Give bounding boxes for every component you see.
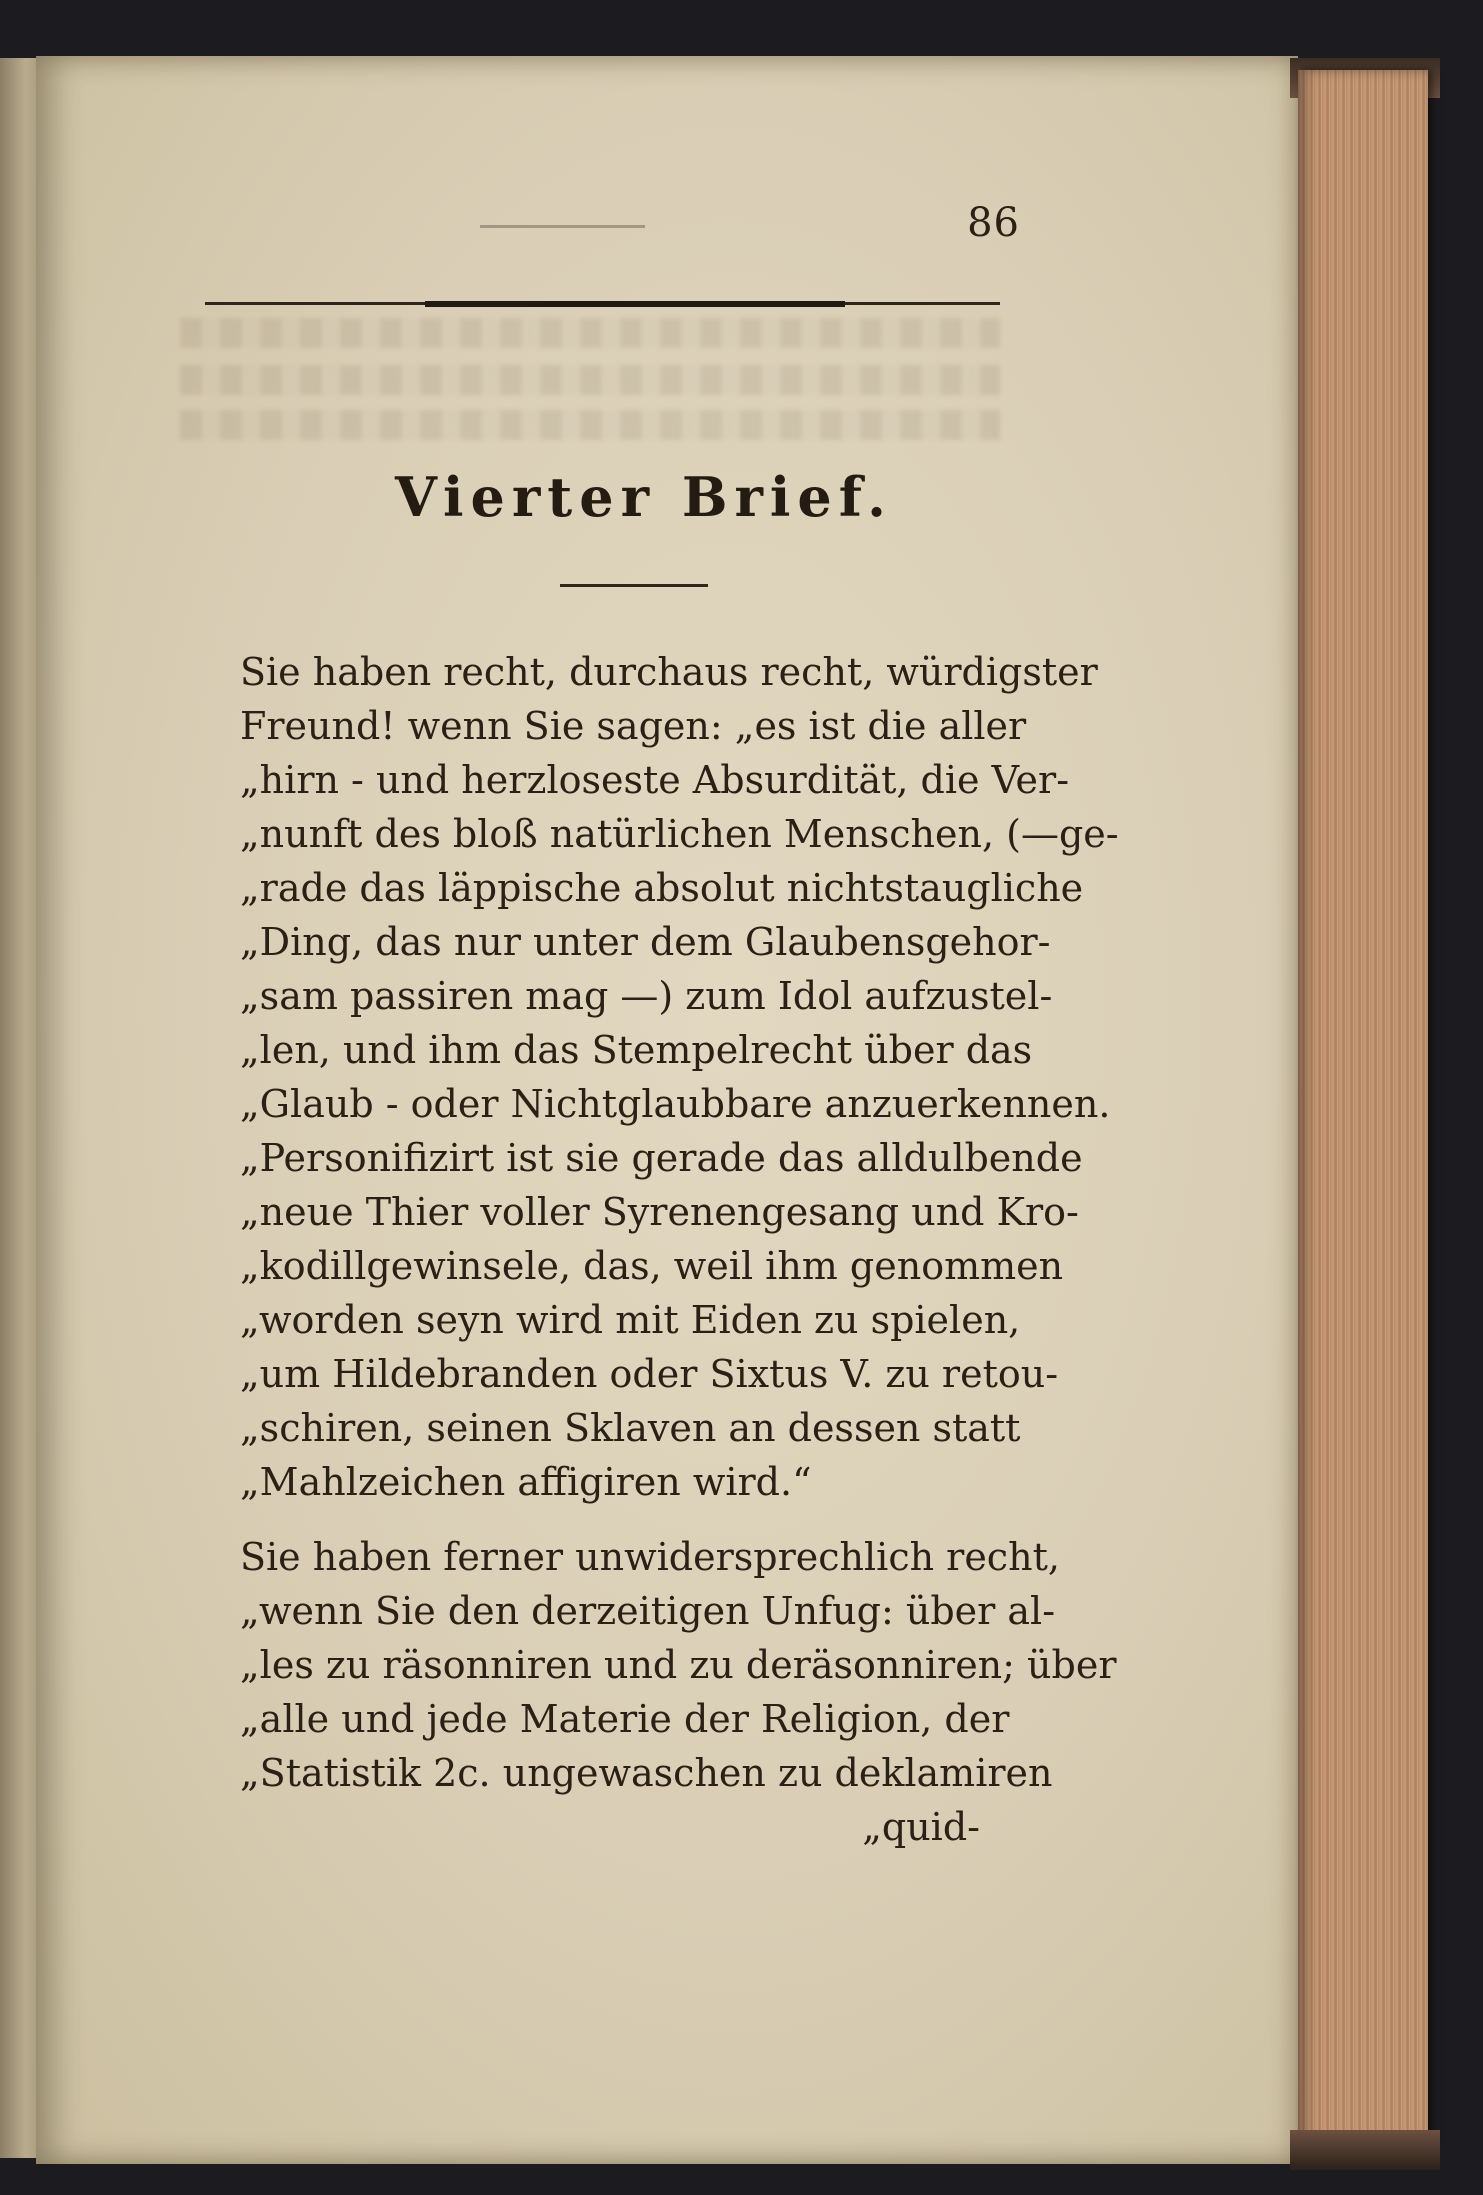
text-line: Sie haben recht, durchaus recht, würdigster bbox=[240, 650, 1098, 694]
paragraph-2 bbox=[240, 1530, 1117, 1854]
text-line: „Ding, das nur unter dem Glaubensgehor- bbox=[240, 920, 1051, 964]
text-line: „Mahlzeichen affigiren wird.“ bbox=[240, 1460, 812, 1504]
text-line: „len, und ihm das Stempelrecht über das bbox=[240, 1028, 1033, 1072]
page-fore-edge bbox=[1298, 70, 1428, 2145]
letter-heading: Vierter Brief. bbox=[395, 465, 893, 529]
text-line: „les zu räsonniren und zu deräsonniren; über bbox=[240, 1643, 1117, 1687]
catchword: „quid- bbox=[862, 1805, 980, 1849]
text-line: „alle und jede Materie der Religion, der bbox=[240, 1697, 1010, 1741]
text-line: „schiren, seinen Sklaven an dessen statt bbox=[240, 1406, 1021, 1450]
text-line: „worden seyn wird mit Eiden zu spielen, bbox=[240, 1298, 1021, 1342]
paragraph-1 bbox=[240, 645, 1119, 1509]
heading-rule bbox=[560, 584, 708, 587]
page-number: 86 bbox=[967, 200, 1020, 246]
text-line: „wenn Sie den derzeitigen Unfug: über al- bbox=[240, 1589, 1056, 1633]
text-line: „Statistik 2c. ungewaschen zu deklamiren bbox=[240, 1751, 1053, 1795]
header-rule-center bbox=[425, 301, 845, 307]
text-line: „hirn - und herzloseste Absurdität, die Ver- bbox=[240, 758, 1070, 802]
text-line: „um Hildebranden oder Sixtus V. zu retou- bbox=[240, 1352, 1059, 1396]
text-line: Freund! wenn Sie sagen: „es ist die aller bbox=[240, 704, 1027, 748]
show-through bbox=[180, 365, 1000, 395]
text-line: „rade das läppische absolut nichtstaugliche bbox=[240, 866, 1084, 910]
text-line: „nunft des bloß natürlichen Menschen, (—ge- bbox=[240, 812, 1119, 856]
text-line: „neue Thier voller Syrenengesang und Kro- bbox=[240, 1190, 1079, 1234]
show-through-rule bbox=[480, 225, 645, 228]
text-line: „Personifizirt ist sie gerade das alldulbende bbox=[240, 1136, 1083, 1180]
text-line: „sam passiren mag —) zum Idol aufzustel- bbox=[240, 974, 1053, 1018]
show-through bbox=[180, 410, 1000, 440]
text-line: „kodillgewinsele, das, weil ihm genommen bbox=[240, 1244, 1064, 1288]
text-line: Sie haben ferner unwidersprechlich recht, bbox=[240, 1535, 1060, 1579]
show-through bbox=[180, 318, 1000, 348]
book-cover-bottom bbox=[1290, 2130, 1440, 2170]
text-line: „Glaub - oder Nichtglaubbare anzuerkennen. bbox=[240, 1082, 1111, 1126]
